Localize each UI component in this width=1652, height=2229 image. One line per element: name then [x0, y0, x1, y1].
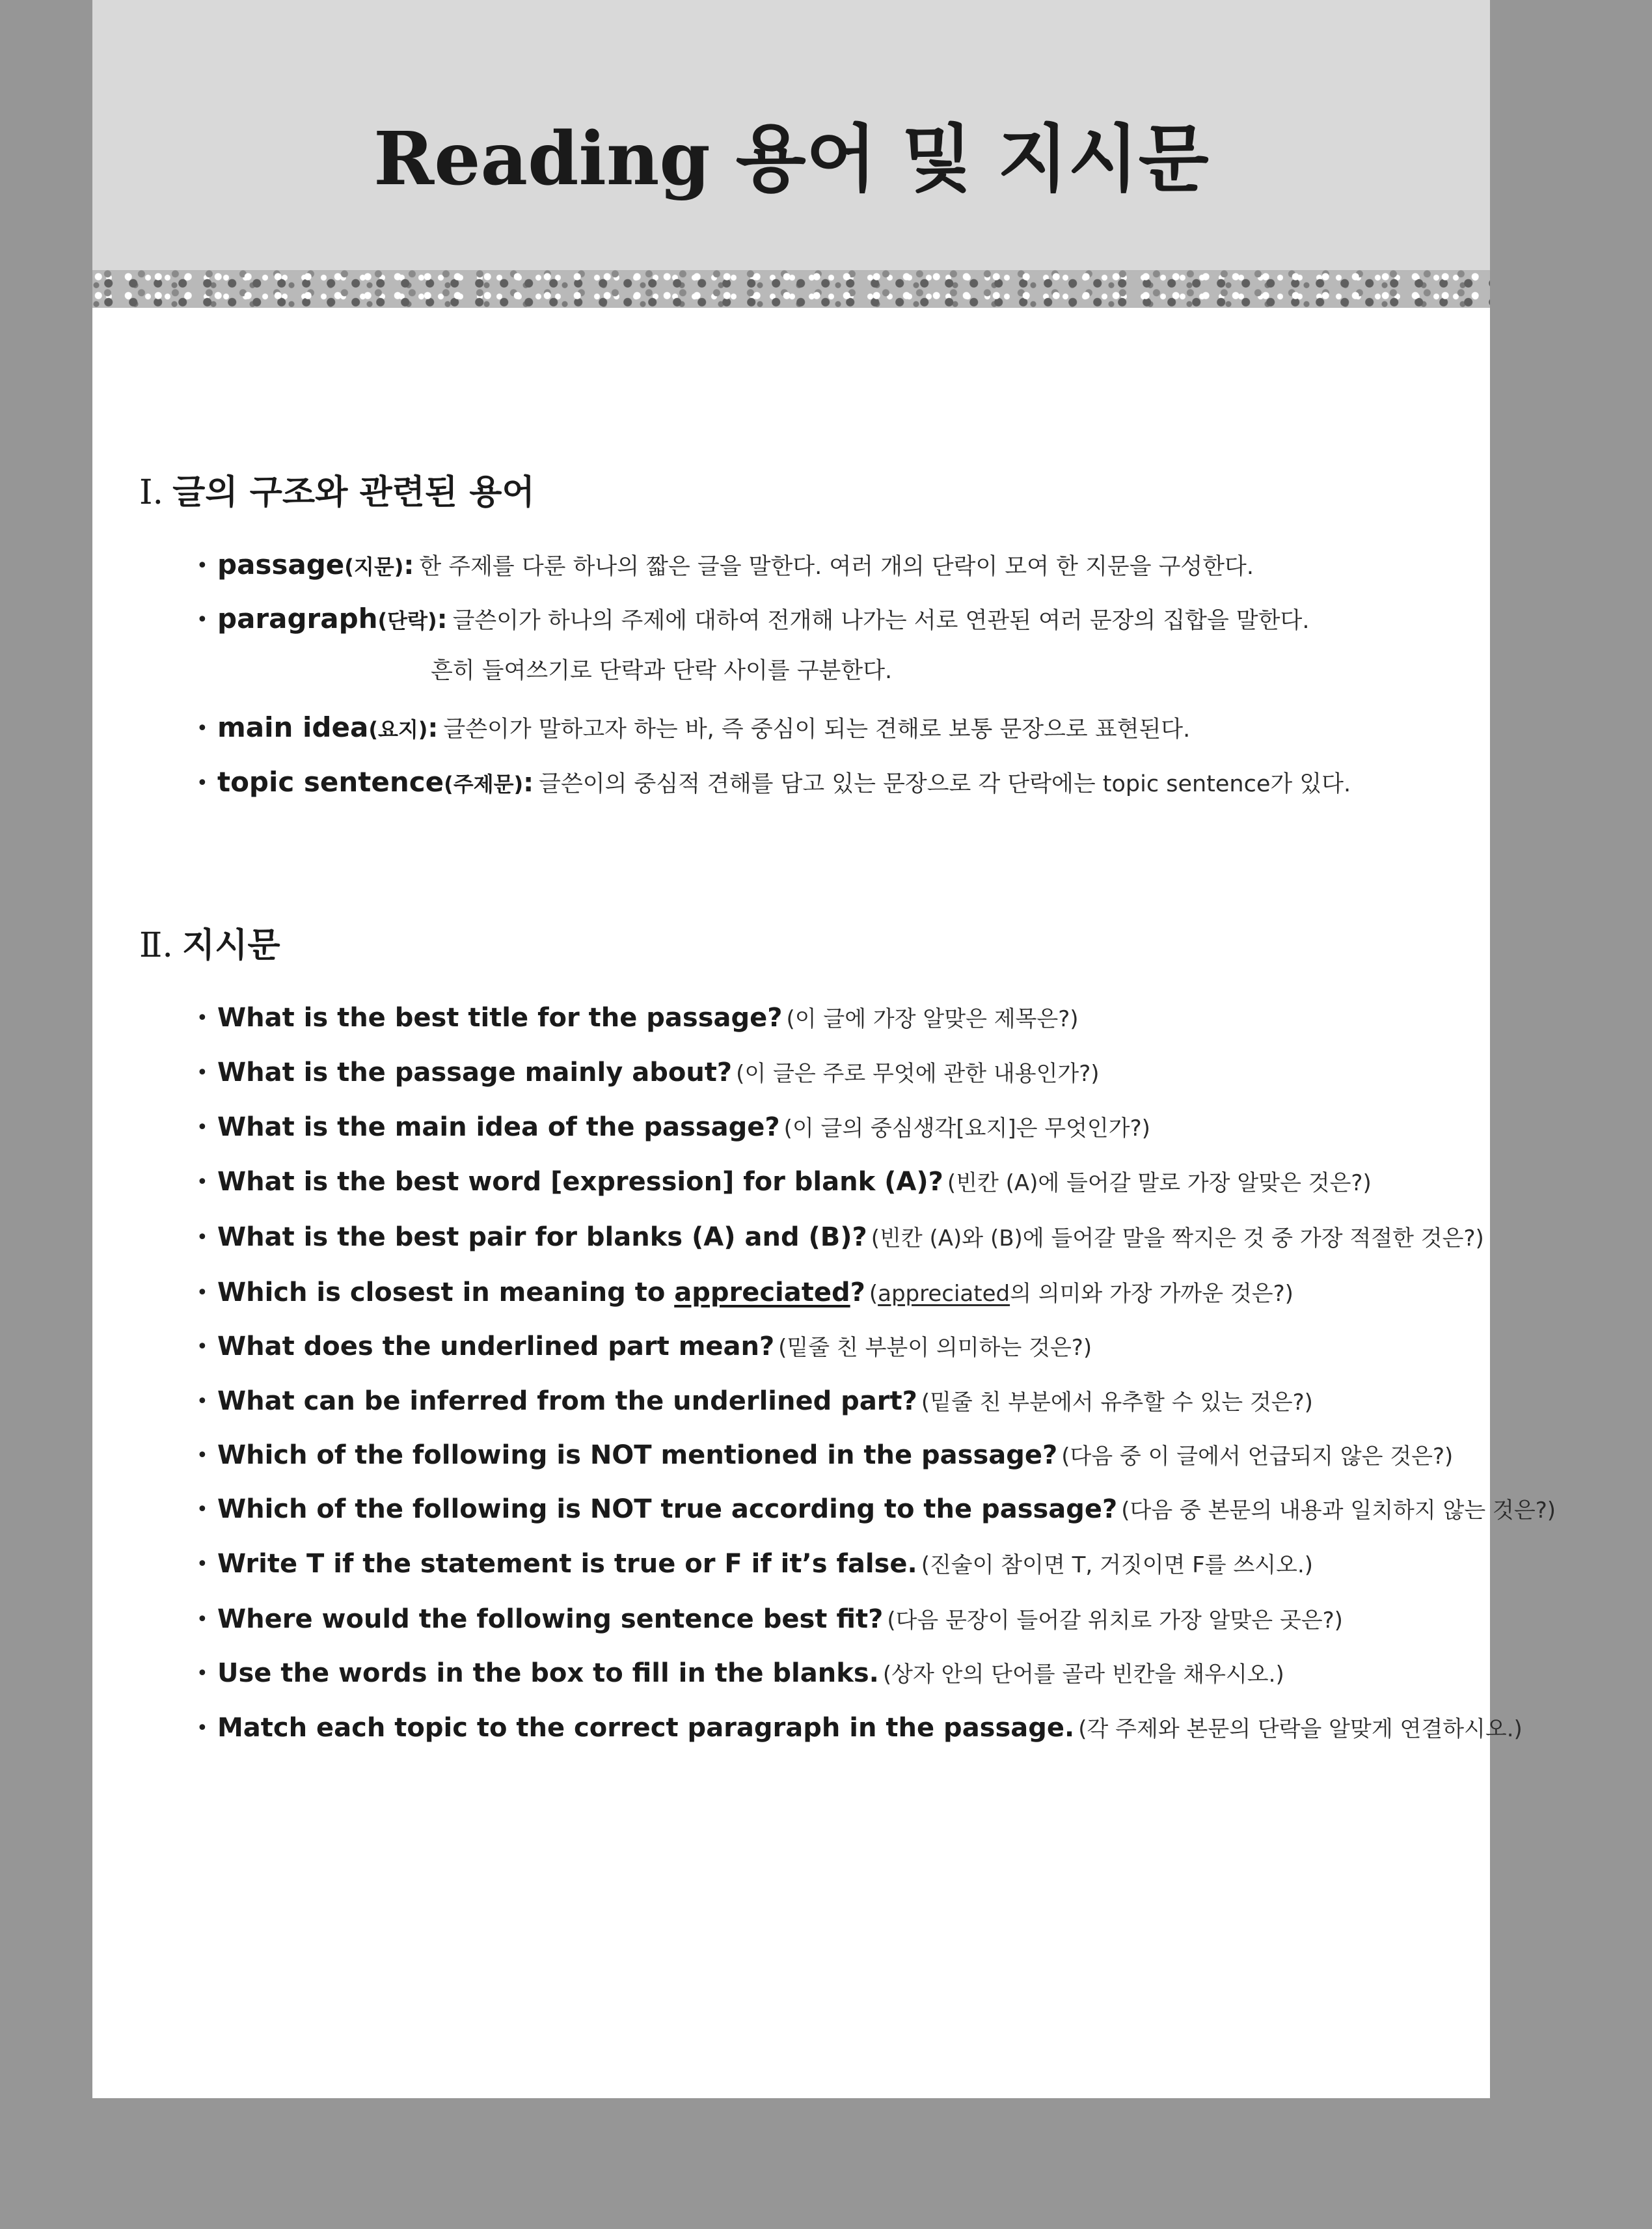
term-korean: (단락): [377, 609, 437, 633]
instruction-item: [196, 1383, 1313, 1421]
term-item-paragraph: [196, 601, 1309, 639]
bullet-icon: •: [196, 772, 208, 795]
instruction-english: What is the best title for the passage?: [217, 1003, 783, 1033]
term-colon: :: [403, 551, 414, 581]
bullet-icon: •: [196, 1608, 208, 1631]
bullet-icon: •: [196, 717, 208, 740]
section-heading-instructions: [139, 923, 280, 968]
term-item-topic-sentence: [196, 764, 1351, 802]
instruction-english: What is the passage mainly about?: [217, 1058, 733, 1087]
term-item-main-idea: [196, 709, 1190, 748]
instruction-item: [196, 1601, 1343, 1639]
term-korean: (요지): [368, 717, 428, 742]
instruction-item: [196, 1000, 1079, 1037]
instruction-item: [196, 1491, 1556, 1529]
term-item-passage: [196, 547, 1254, 585]
instruction-english: What does the underlined part mean?: [217, 1332, 775, 1361]
instruction-item: [196, 1054, 1100, 1092]
instruction-item: [196, 1109, 1150, 1147]
bullet-icon: •: [196, 1335, 208, 1358]
bullet-icon: •: [196, 1116, 208, 1139]
instruction-english: What can be inferred from the underlined part?: [217, 1386, 917, 1416]
term-label: passage: [217, 549, 345, 581]
document-page: [92, 0, 1556, 2098]
instruction-english: Write T if the statement is true or F if it’s false.: [217, 1549, 917, 1579]
instruction-korean-start: (: [869, 1281, 878, 1307]
bullet-icon: •: [196, 1553, 208, 1576]
term-definition: 한 주제를 다룬 하나의 짧은 글을 말한다. 여러 개의 단락이 모여 한 지문을 구성한다.: [419, 554, 1254, 580]
term-korean: (지문): [344, 554, 404, 579]
instruction-korean: (밑줄 친 부분이 의미하는 것은?): [778, 1335, 1092, 1361]
instruction-english: Which is closest in meaning to: [217, 1278, 675, 1307]
instruction-korean: (다음 중 이 글에서 언급되지 않은 것은?): [1061, 1443, 1454, 1470]
instruction-item: [196, 1219, 1484, 1257]
instruction-korean: (진술이 참이면 T, 거짓이면 F를 쓰시오.): [921, 1552, 1314, 1578]
term-korean: (주제문): [444, 772, 524, 797]
instruction-item: [196, 1274, 1293, 1312]
bullet-icon: •: [196, 1061, 208, 1084]
bullet-icon: •: [196, 1281, 208, 1304]
instruction-korean: (각 주제와 본문의 단락을 알맞게 연결하시오.): [1078, 1716, 1523, 1742]
term-label: topic sentence: [217, 766, 444, 798]
term-definition: 글쓴이의 중심적 견해를 담고 있는 문장으로 각 단락에는 topic sentence가 있다.: [539, 771, 1351, 797]
instruction-english: What is the best pair for blanks (A) and (B)?: [217, 1222, 867, 1252]
instruction-item: [196, 1655, 1284, 1693]
instruction-item: [196, 1437, 1453, 1475]
bullet-icon: •: [196, 1498, 208, 1521]
instruction-korean: (이 글은 주로 무엇에 관한 내용인가?): [736, 1061, 1100, 1087]
instruction-english: Where would the following sentence best fit?: [217, 1604, 884, 1634]
instruction-english: Use the words in the box to fill in the blanks.: [217, 1658, 879, 1688]
term-definition: 글쓴이가 말하고자 하는 바, 즉 중심이 되는 견해로 보통 문장으로 표현된다.: [443, 717, 1191, 743]
instruction-english: What is the main idea of the passage?: [217, 1112, 780, 1142]
instruction-korean: 의 의미와 가장 가까운 것은?): [1010, 1281, 1293, 1307]
instruction-item: [196, 1328, 1092, 1366]
bullet-icon: •: [196, 1390, 208, 1413]
instruction-english-end: ?: [850, 1278, 865, 1307]
bullet-icon: •: [196, 1717, 208, 1740]
page-header: [92, 0, 1490, 270]
section-title: 지시문: [182, 926, 280, 965]
page-title: Reading 용어 및 지시문: [373, 116, 1209, 202]
term-label: paragraph: [217, 603, 378, 635]
instruction-korean: (다음 문장이 들어갈 위치로 가장 알맞은 곳은?): [887, 1607, 1343, 1634]
instruction-korean: (이 글의 중심생각[요지]은 무엇인가?): [783, 1115, 1150, 1142]
instruction-item: [196, 1164, 1372, 1201]
bullet-icon: •: [196, 1226, 208, 1249]
bullet-icon: •: [196, 554, 208, 577]
term-definition-continuation: 흔히 들여쓰기로 단락과 단락 사이를 구분한다.: [431, 658, 893, 684]
term-colon: :: [437, 605, 448, 635]
term-definition: 글쓴이가 하나의 주제에 대하여 전개해 나가는 서로 연관된 여러 문장의 집합을 말한다.: [452, 608, 1310, 634]
bullet-icon: •: [196, 1444, 208, 1467]
instruction-korean: (다음 중 본문의 내용과 일치하지 않는 것은?): [1121, 1497, 1556, 1524]
instruction-korean: (이 글에 가장 알맞은 제목은?): [786, 1006, 1079, 1032]
bullet-icon: •: [196, 1662, 208, 1685]
bullet-icon: •: [196, 1007, 208, 1030]
instruction-english: What is the best word [expression] for blank (A)?: [217, 1167, 943, 1197]
instruction-english: Which of the following is NOT true according to the passage?: [217, 1494, 1118, 1524]
underlined-word: appreciated: [674, 1278, 850, 1307]
bullet-icon: •: [196, 609, 208, 631]
section-numeral: Ⅱ.: [139, 926, 173, 965]
instruction-korean: (빈칸 (A)에 들어갈 말로 가장 알맞은 것은?): [947, 1170, 1372, 1196]
instruction-korean: (밑줄 친 부분에서 유추할 수 있는 것은?): [921, 1389, 1313, 1415]
bullet-icon: •: [196, 1171, 208, 1194]
instruction-korean: (상자 안의 단어를 골라 빈칸을 채우시오.): [882, 1661, 1284, 1688]
instruction-english: Match each topic to the correct paragraph in the passage.: [217, 1713, 1075, 1743]
instruction-item: [196, 1546, 1313, 1583]
section-heading-terms: [139, 470, 535, 515]
underlined-word-korean: appreciated: [878, 1281, 1010, 1307]
term-label: main idea: [217, 711, 369, 743]
instruction-english: Which of the following is NOT mentioned in the passage?: [217, 1440, 1058, 1470]
section-title: 글의 구조와 관련된 용어: [172, 473, 535, 512]
instruction-korean: (빈칸 (A)와 (B)에 들어갈 말을 짝지은 것 중 가장 적절한 것은?): [871, 1225, 1484, 1251]
instruction-item: [196, 1710, 1523, 1747]
section-numeral: Ⅰ.: [139, 473, 164, 512]
term-colon: :: [427, 713, 439, 743]
term-colon: :: [523, 768, 534, 798]
decorative-pattern-band: [92, 270, 1490, 308]
